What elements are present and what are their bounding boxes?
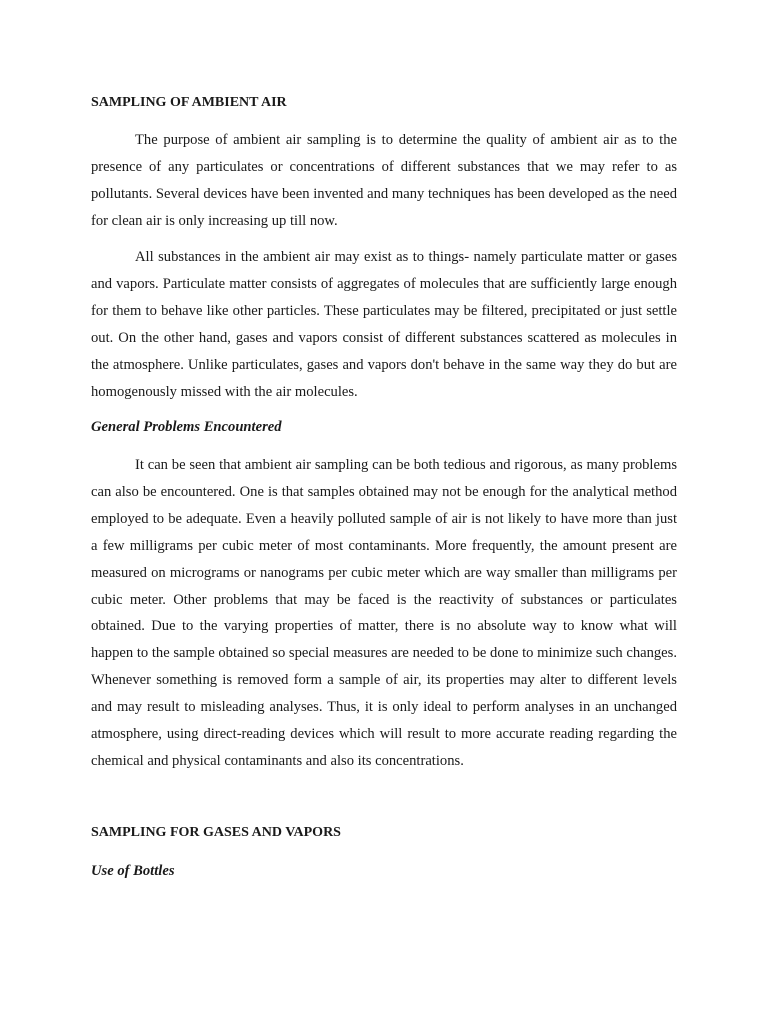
subheading-use-of-bottles: Use of Bottles: [91, 863, 175, 879]
section-heading-gases-vapors: SAMPLING FOR GASES AND VAPORS: [91, 825, 341, 840]
document-page: [91, 0, 677, 1024]
paragraph-substances: All substances in the ambient air may exist as to things- namely particulate matter or gases and vapors. Particulate matter consists of aggregates of molecules that are sufficiently large enough for them to behave like other particles. These particulates may be filtered, precipitated or just settle out. On the other hand, gases and vapors consist of different substances scattered as molecules in the atmosphere. Unlike particulates, gases and vapors don't behave in the same way they do but are homogenously missed with the air molecules.: [91, 249, 677, 400]
paragraph-purpose: The purpose of ambient air sampling is to determine the quality of ambient air as to the presence of any particulates or concentrations of different substances that we may refer to as pollutants. Several devices have been invented and many techniques has been developed as the need for clean air is only increasing up till now.: [91, 132, 677, 229]
paragraph-problems: It can be seen that ambient air sampling can be both tedious and rigorous, as many problems can also be encountered. One is that samples obtained may not be enough for the analytical method employed to be adequate. Even a heavily polluted sample of air is not likely to have more than just a few milligrams per cubic meter of most contaminants. More frequently, the amount present are measured on micrograms or nanograms per cubic meter which are way smaller than milligrams per cubic meter. Other problems that may be faced is the reactivity of substances or particulates obtained. Due to the varying properties of matter, there is no absolute way to know what will happen to the sample obtained so special measures are needed to be done to minimize such changes. Whenever something is removed form a sample of air, its properties may alter to different levels and may result to misleading analyses. Thus, it is only ideal to perform analyses in an unchanged atmosphere, using direct-reading devices which will result to more accurate reading regarding the chemical and physical contaminants and also its concentrations.: [91, 457, 677, 769]
section-heading-ambient-air: SAMPLING OF AMBIENT AIR: [91, 95, 287, 110]
subheading-general-problems: General Problems Encountered: [91, 419, 282, 435]
